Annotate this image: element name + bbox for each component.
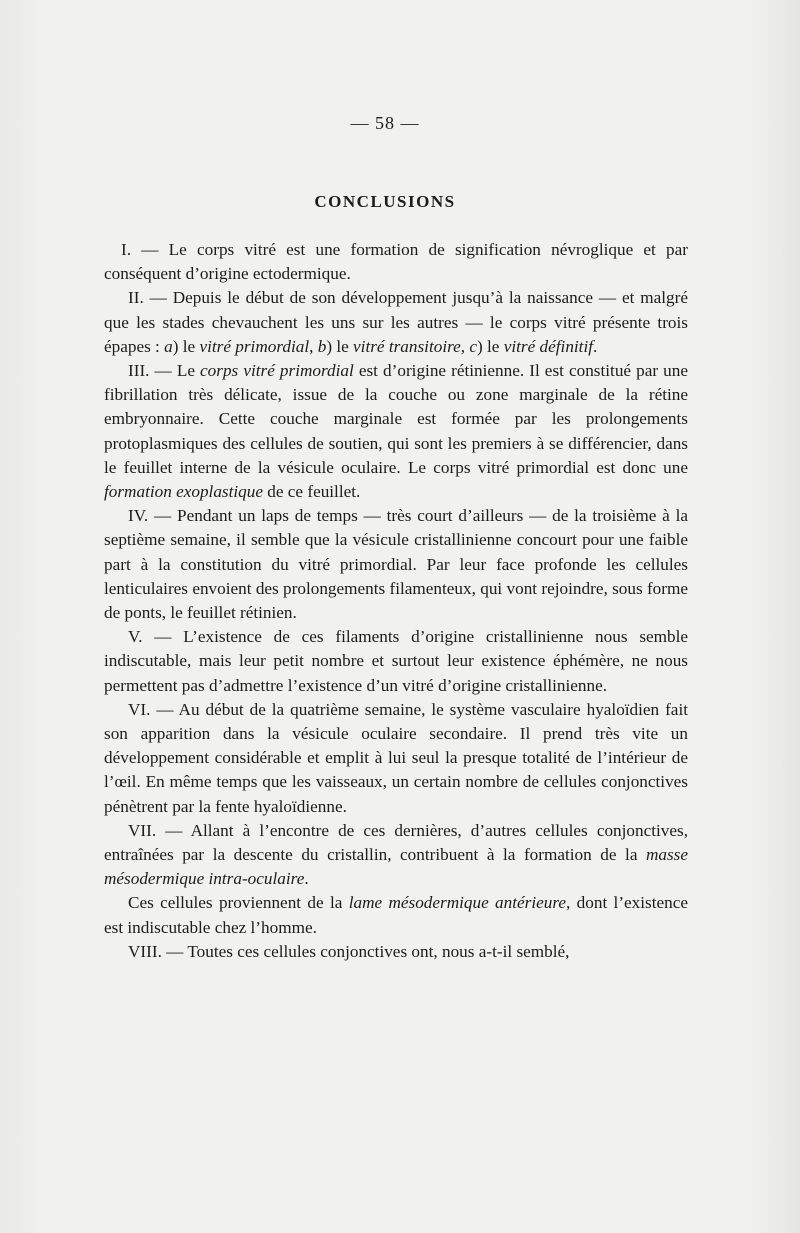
text-segment: V. — L’existence de ces filaments d’origine cristallinienne nous semble indiscutable, mais leur petit nombre et surtout leur existence éphémère, ne nous permettent pas d’admettre l’existence d’un vitré d’origine cristallinienne.: [104, 627, 688, 695]
paragraph-p2: [104, 286, 688, 359]
body-text: [104, 238, 688, 964]
paragraph-p9: [104, 940, 688, 964]
text-segment: III. — Le: [128, 361, 201, 381]
italic-text: a: [164, 336, 173, 356]
text-segment: est d’origine rétinienne. Il est constitué par une fibrillation très délicate, issue de la couche ou zone marginale de la rétine embryonnaire. Cette couche marginale est formée par les prolongements protoplasmiques des cellules de soutien, qui sont les premiers à se différencier, dans le feuillet interne de la vésicule oculaire. Le corps vitré primordial est donc une: [104, 361, 688, 477]
paragraph-p4: [104, 504, 688, 625]
text-segment: ) le: [477, 336, 504, 356]
italic-text: c: [469, 336, 478, 356]
text-segment: , dont l’existence est indiscutable chez l’homme.: [104, 893, 688, 937]
paragraph-p8: [104, 891, 688, 939]
text-segment: ) le: [172, 336, 200, 356]
paragraph-p3: [104, 359, 688, 504]
text-segment: ,: [309, 336, 318, 356]
text-segment: .: [593, 336, 598, 356]
italic-text: b: [317, 336, 327, 356]
text-segment: .: [304, 869, 309, 889]
text-segment: ) le: [326, 336, 354, 356]
text-segment: IV. — Pendant un laps de temps — très court d’ailleurs — de la troisième à la septième semaine, il semble que la vésicule cristallinienne concourt pour une faible part à la constitution du vitré primordial. Par leur face profonde les cellules lenticulaires envoient des prolongements filamenteux, qui vont rejoindre, sous forme de ponts, le feuillet rétinien.: [104, 506, 688, 623]
italic-text: vitré transitoire: [353, 336, 461, 356]
paragraph-p1: [104, 238, 688, 286]
text-segment: VI. — Au début de la quatrième semaine, le système vasculaire hyaloïdien fait son apparition dans la vésicule oculaire secondaire. Il prend très vite un développement considérable et emplit à lui seul la presque totalité de l’intérieur de l’œil. En même temps que les vaisseaux, un certain nombre de cellules conjonctives pénètrent par la fente hyaloïdienne.: [104, 699, 688, 816]
paragraph-p6: [104, 698, 688, 819]
italic-text: vitré primordial: [199, 336, 310, 356]
text-segment: ,: [460, 336, 470, 356]
text-segment: I. — Le corps vitré est une formation de signification névroglique et par conséquent d’origine ectodermique.: [104, 240, 688, 284]
paragraph-p7: [104, 819, 688, 892]
page-number: — 58 —: [350, 113, 420, 133]
text-segment: II. — Depuis le début de son développement jusqu’à la naissance — et malgré que les stades chevauchent les uns sur les autres — le corps vitré présente trois épapes :: [104, 288, 688, 356]
text-segment: Ces cellules proviennent de la: [128, 893, 349, 913]
italic-text: masse mésodermique intra-oculaire: [104, 845, 688, 889]
italic-text: formation exoplastique: [104, 482, 263, 502]
italic-text: vitré définitif: [503, 336, 594, 356]
italic-text: lame mésodermique antérieure: [348, 893, 567, 913]
text-segment: de ce feuillet.: [262, 482, 361, 502]
italic-text: corps vitré primordial: [200, 361, 354, 381]
paragraph-p5: [104, 625, 688, 698]
text-segment: VIII. — Toutes ces cellules conjonctives ont, nous a-t-il semblé,: [128, 941, 570, 961]
section-title: CONCLUSIONS: [314, 192, 456, 211]
text-segment: VII. — Allant à l’encontre de ces dernières, d’autres cellules conjonctives, entraînées par la descente du cristallin, contribuent à la formation de la: [104, 820, 688, 865]
